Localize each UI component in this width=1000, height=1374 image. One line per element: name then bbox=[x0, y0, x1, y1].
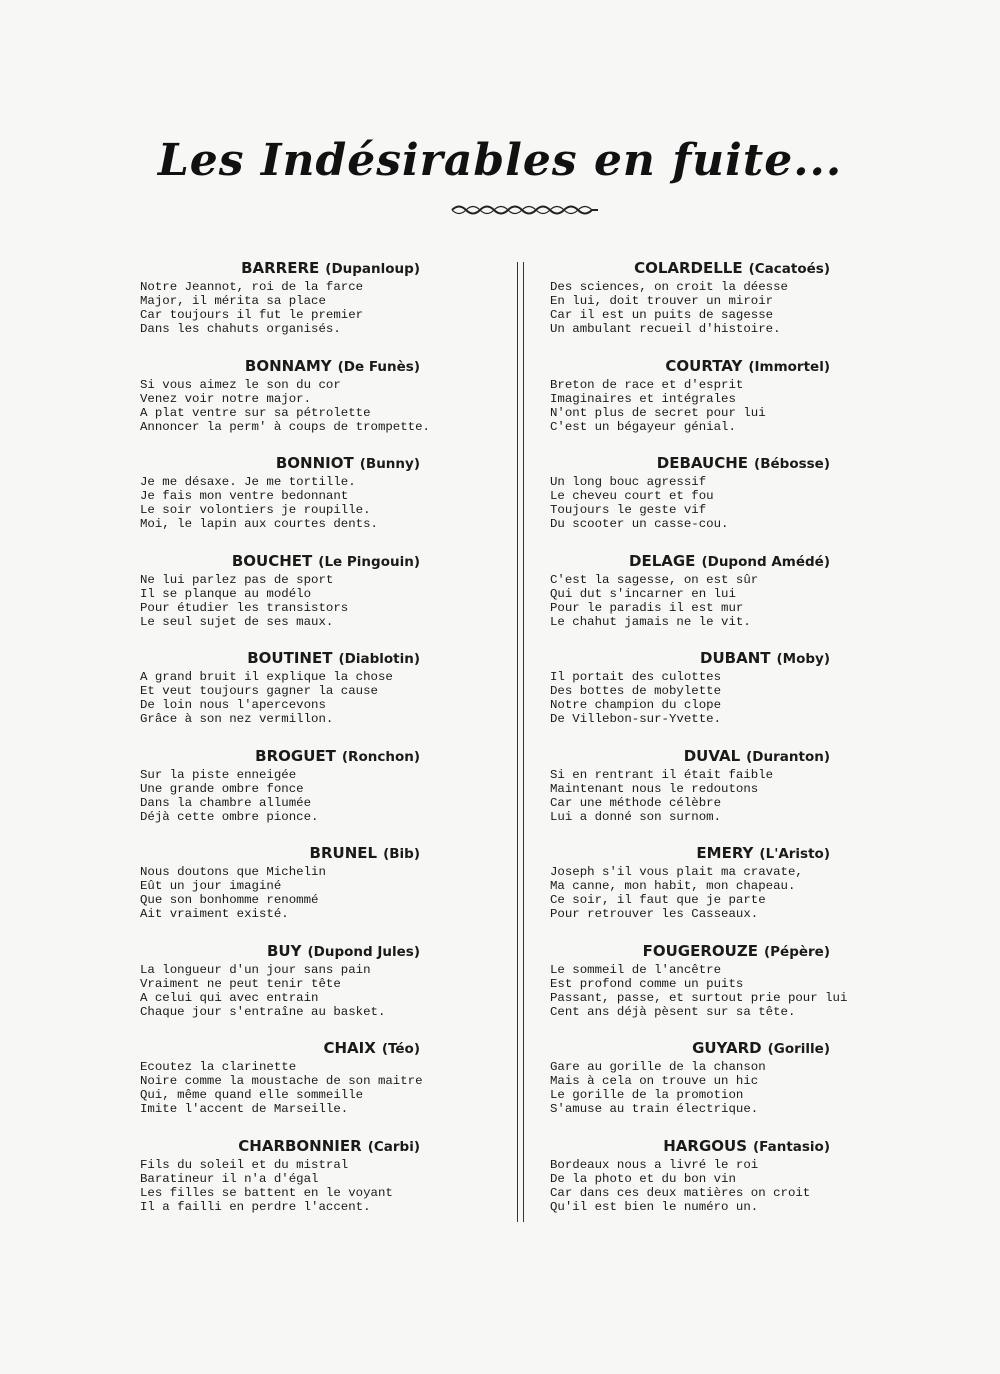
verse-line: Qui dut s'incarner en lui bbox=[550, 586, 736, 601]
decorative-divider-ornament bbox=[450, 203, 600, 217]
verse-line: Lui a donné son surnom. bbox=[550, 809, 722, 824]
poem-entry bbox=[130, 941, 420, 1039]
verse-line: A celui qui avec entrain bbox=[140, 990, 319, 1005]
student-name: BUY bbox=[266, 941, 302, 960]
student-name: EMERY bbox=[696, 844, 754, 862]
entry-heading bbox=[130, 453, 420, 474]
verse-line: Moi, le lapin aux courtes dents. bbox=[140, 517, 378, 531]
verse-line: Notre champion du clope bbox=[550, 698, 722, 712]
student-nickname: (Immortel) bbox=[748, 358, 830, 375]
verse-line: Des sciences, on croit la déesse bbox=[550, 280, 788, 294]
verse-line: Il portait des culottes bbox=[550, 670, 722, 684]
verse-line: Vraiment ne peut tenir tête bbox=[140, 976, 341, 991]
student-name: DUBANT bbox=[700, 649, 771, 667]
entry-heading bbox=[130, 551, 420, 572]
poem-entry bbox=[540, 746, 830, 844]
student-nickname: (Duranton) bbox=[746, 748, 830, 765]
entry-heading bbox=[130, 648, 420, 669]
verse-line: Venez voir notre major. bbox=[140, 391, 312, 406]
verse-line: Dans les chahuts organisés. bbox=[140, 322, 341, 336]
verse-line: Car une méthode célèbre bbox=[550, 795, 722, 810]
poem-entry bbox=[130, 551, 420, 649]
verse-line: Baratineur il n'a d'égal bbox=[140, 1171, 319, 1186]
verse-line: De la photo et du bon vin bbox=[550, 1171, 736, 1186]
student-name: BRUNEL bbox=[309, 844, 378, 862]
entry-heading bbox=[540, 1038, 830, 1059]
verse-line: Dans la chambre allumée bbox=[140, 795, 312, 810]
entry-heading bbox=[130, 356, 420, 377]
student-name: FOUGEROUZE bbox=[642, 941, 758, 960]
verse-line: Un ambulant recueil d'histoire. bbox=[550, 322, 781, 336]
verse-line: Joseph s'il vous plait ma cravate, bbox=[550, 865, 803, 879]
student-nickname: (Bib) bbox=[383, 846, 420, 862]
entry-heading bbox=[540, 843, 830, 864]
student-nickname: (Bunny) bbox=[359, 456, 420, 472]
poem-entry bbox=[540, 843, 830, 941]
verse-line: Annoncer la perm' à coups de trompette. bbox=[140, 419, 430, 434]
verse-line: C'est un bégayeur génial. bbox=[550, 419, 736, 434]
student-name: BARRERE bbox=[241, 259, 320, 277]
verse-line: Major, il mérita sa place bbox=[140, 294, 326, 308]
verse-line: Maintenant nous le redoutons bbox=[550, 781, 759, 796]
student-nickname: (Gorille) bbox=[767, 1041, 830, 1057]
entry-heading bbox=[130, 258, 420, 279]
poem-entry bbox=[130, 843, 420, 941]
verse-line: Imaginaires et intégrales bbox=[550, 391, 736, 406]
verse-line: Le soir volontiers je roupille. bbox=[140, 503, 371, 517]
verse-line: Grâce à son nez vermillon. bbox=[140, 712, 334, 726]
poem-entry bbox=[540, 941, 848, 1039]
student-nickname: (Téo) bbox=[381, 1041, 420, 1057]
entry-heading bbox=[540, 258, 830, 279]
verse-line: Un long bouc agressif bbox=[550, 475, 707, 489]
poem-entry bbox=[540, 1136, 830, 1234]
student-nickname: (Dupond Jules) bbox=[307, 943, 420, 960]
verse-line: Pour étudier les transistors bbox=[140, 600, 349, 615]
student-nickname: (Fantasio) bbox=[753, 1138, 830, 1155]
student-name: DEBAUCHE bbox=[656, 454, 749, 472]
verse-line: Eût un jour imaginé bbox=[140, 879, 282, 893]
verse-line: Ce soir, il faut que je parte bbox=[550, 893, 766, 907]
verse-line: Breton de race et d'esprit bbox=[550, 377, 744, 392]
student-name: CHAIX bbox=[323, 1039, 376, 1057]
student-name: COLARDELLE bbox=[634, 259, 743, 277]
entry-heading bbox=[540, 746, 830, 767]
poem-entry bbox=[540, 356, 830, 454]
student-nickname: (Carbi) bbox=[367, 1138, 420, 1155]
verse-line: Le chahut jamais ne le vit. bbox=[550, 614, 751, 629]
student-nickname: (Diablotin) bbox=[338, 651, 420, 667]
column-divider bbox=[517, 262, 524, 1222]
verse-line: De Villebon-sur-Yvette. bbox=[550, 712, 722, 726]
verse-line: Toujours le geste vif bbox=[550, 503, 707, 517]
right-column bbox=[540, 258, 848, 1233]
verse-line: Je me désaxe. Je me tortille. bbox=[140, 475, 356, 489]
verse-line: Les filles se battent en le voyant bbox=[140, 1185, 393, 1200]
verse-line: Ma canne, mon habit, mon chapeau. bbox=[550, 879, 796, 893]
verse-line: Et veut toujours gagner la cause bbox=[140, 684, 378, 698]
verse-line: Du scooter un casse-cou. bbox=[550, 517, 729, 531]
entry-heading bbox=[130, 1038, 420, 1059]
verse-line: Mais à cela on trouve un hic bbox=[550, 1074, 759, 1088]
verse-line: Car dans ces deux matières on croit bbox=[550, 1185, 811, 1200]
verse-line: Si en rentrant il était faible bbox=[550, 767, 774, 782]
verse-line: C'est la sagesse, on est sûr bbox=[550, 572, 759, 587]
student-nickname: (L'Aristo) bbox=[759, 846, 830, 862]
verse-line: Noire comme la moustache de son maitre bbox=[140, 1074, 423, 1088]
poem-entry bbox=[130, 746, 420, 844]
verse-line: Passant, passe, et surtout prie pour lui bbox=[550, 990, 848, 1005]
verse-line: En lui, doit trouver un miroir bbox=[550, 294, 774, 308]
poem-entry bbox=[540, 453, 830, 551]
entry-heading bbox=[540, 1136, 830, 1157]
verse-line: Imite l'accent de Marseille. bbox=[140, 1102, 349, 1116]
poem-entry bbox=[130, 648, 420, 746]
entry-heading bbox=[130, 746, 420, 767]
verse-line: La longueur d'un jour sans pain bbox=[140, 962, 371, 977]
poem-entry bbox=[130, 453, 420, 551]
student-nickname: (Cacatoés) bbox=[748, 261, 830, 277]
verse-line: Bordeaux nous a livré le roi bbox=[550, 1157, 759, 1172]
verse-line: Qui, même quand elle sommeille bbox=[140, 1088, 364, 1102]
verse-line: A plat ventre sur sa pétrolette bbox=[140, 405, 371, 420]
verse-line: Le seul sujet de ses maux. bbox=[140, 614, 334, 629]
student-name: DELAGE bbox=[629, 551, 696, 570]
verse-line: Il a failli en perdre l'accent. bbox=[140, 1199, 371, 1214]
student-nickname: (Bébosse) bbox=[754, 456, 830, 472]
verse-line: Il se planque au modélo bbox=[140, 586, 312, 601]
verse-line: Je fais mon ventre bedonnant bbox=[140, 489, 349, 503]
verse-line: Notre Jeannot, roi de la farce bbox=[140, 280, 364, 294]
entry-heading bbox=[540, 941, 830, 962]
left-column bbox=[130, 258, 430, 1233]
verse-line: De loin nous l'apercevons bbox=[140, 698, 326, 712]
entry-heading bbox=[130, 843, 420, 864]
poem-entry bbox=[130, 1038, 423, 1136]
verse-line: Ne lui parlez pas de sport bbox=[140, 572, 334, 587]
verse-line: Chaque jour s'entraîne au basket. bbox=[140, 1004, 386, 1019]
student-name: BOUCHET bbox=[231, 551, 313, 570]
verse-line: Le cheveu court et fou bbox=[550, 489, 714, 503]
verse-line: Ecoutez la clarinette bbox=[140, 1060, 297, 1074]
student-nickname: (Dupond Amédé) bbox=[701, 553, 830, 570]
verse-line: Des bottes de mobylette bbox=[550, 684, 722, 698]
student-name: COURTAY bbox=[665, 356, 743, 375]
student-name: CHARBONNIER bbox=[238, 1136, 362, 1155]
student-name: HARGOUS bbox=[663, 1136, 747, 1155]
entry-heading bbox=[130, 1136, 420, 1157]
verse-line: N'ont plus de secret pour lui bbox=[550, 405, 766, 420]
poem-entry bbox=[540, 258, 830, 356]
poem-entry bbox=[130, 356, 430, 454]
verse-line: Une grande ombre fonce bbox=[140, 781, 304, 796]
student-nickname: (Moby) bbox=[776, 651, 830, 667]
entry-heading bbox=[540, 356, 830, 377]
verse-line: Pour le paradis il est mur bbox=[550, 600, 744, 615]
verse-line: Nous doutons que Michelin bbox=[140, 865, 326, 879]
verse-line: Le sommeil de l'ancêtre bbox=[550, 962, 722, 977]
student-nickname: (Dupanloup) bbox=[325, 261, 420, 277]
verse-line: Le gorille de la promotion bbox=[550, 1088, 744, 1102]
verse-line: Sur la piste enneigée bbox=[140, 767, 297, 782]
entry-heading bbox=[130, 941, 420, 962]
student-name: DUVAL bbox=[683, 746, 741, 765]
verse-line: S'amuse au train électrique. bbox=[550, 1102, 759, 1116]
verse-line: Pour retrouver les Casseaux. bbox=[550, 907, 759, 921]
verse-line: Cent ans déjà pèsent sur sa tête. bbox=[550, 1004, 796, 1019]
verse-line: Gare au gorille de la chanson bbox=[550, 1060, 766, 1074]
verse-line: Si vous aimez le son du cor bbox=[140, 377, 341, 392]
verse-line: A grand bruit il explique la chose bbox=[140, 670, 393, 684]
student-name: BONNAMY bbox=[244, 356, 332, 375]
verse-line: Déjà cette ombre pionce. bbox=[140, 809, 319, 824]
verse-line: Car il est un puits de sagesse bbox=[550, 308, 774, 322]
student-nickname: (Ronchon) bbox=[341, 748, 420, 765]
student-name: BOUTINET bbox=[247, 649, 333, 667]
student-name: GUYARD bbox=[692, 1039, 762, 1057]
poem-entry bbox=[540, 648, 830, 746]
student-nickname: (Pépère) bbox=[763, 943, 830, 960]
page-title: Les Indésirables en fuite... bbox=[157, 135, 843, 186]
verse-line: Est profond comme un puits bbox=[550, 976, 744, 991]
student-nickname: (Le Pingouin) bbox=[318, 553, 420, 570]
verse-line: Fils du soleil et du mistral bbox=[140, 1157, 349, 1172]
entry-heading bbox=[540, 551, 830, 572]
student-name: BROGUET bbox=[255, 746, 336, 765]
poem-entry bbox=[540, 1038, 830, 1136]
verse-line: Car toujours il fut le premier bbox=[140, 308, 364, 322]
poem-entry bbox=[130, 1136, 420, 1234]
verse-line: Que son bonhomme renommé bbox=[140, 893, 319, 907]
student-name: BONNIOT bbox=[275, 454, 354, 472]
verse-line: Ait vraiment existé. bbox=[140, 907, 289, 921]
entry-heading bbox=[540, 648, 830, 669]
poem-entry bbox=[130, 258, 420, 356]
entry-heading bbox=[540, 453, 830, 474]
student-nickname: (De Funès) bbox=[337, 358, 420, 375]
poem-entry bbox=[540, 551, 830, 649]
verse-line: Qu'il est bien le numéro un. bbox=[550, 1199, 759, 1214]
